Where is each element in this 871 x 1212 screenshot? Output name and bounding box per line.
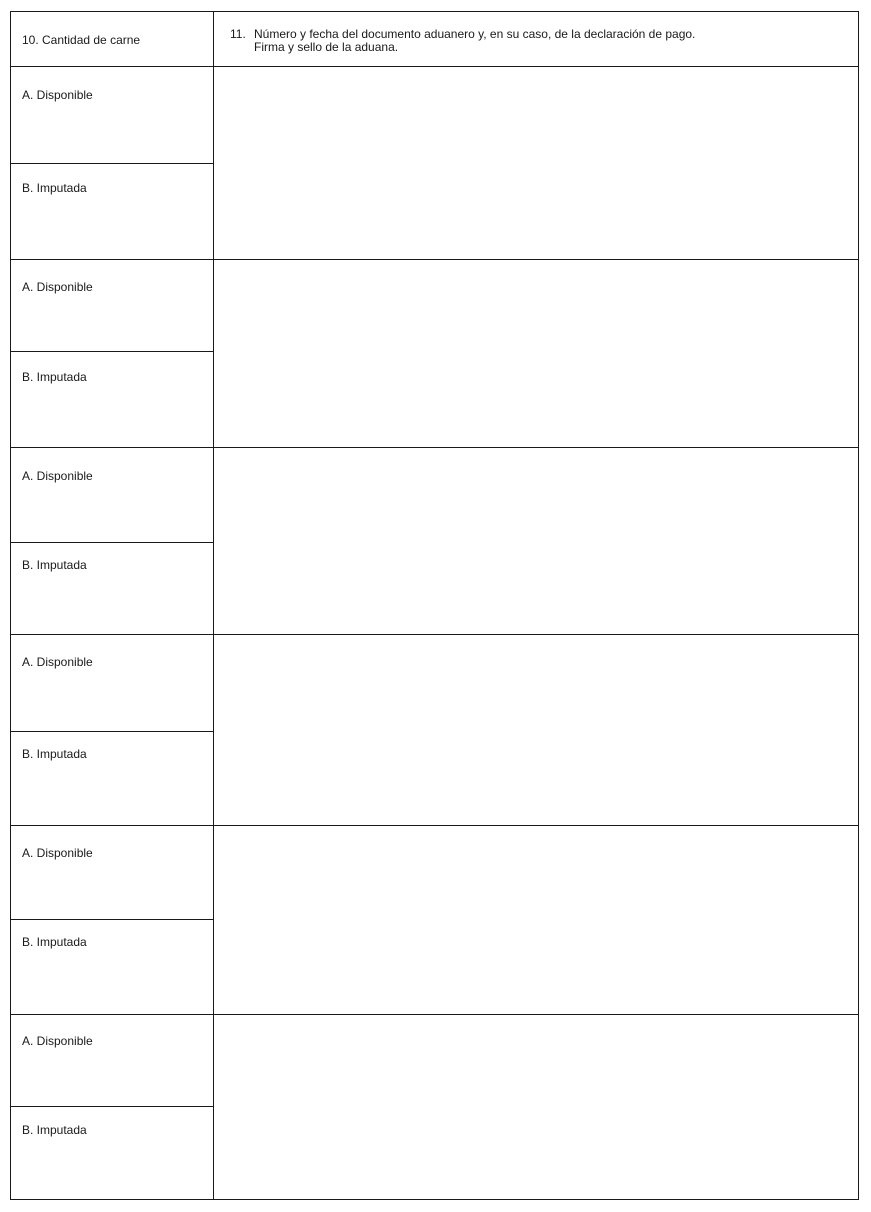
row-divider <box>11 1106 213 1107</box>
available-label: A. Disponible <box>22 88 93 102</box>
imputed-label: B. Imputada <box>22 181 87 195</box>
row-divider <box>11 163 213 164</box>
available-label: A. Disponible <box>22 469 93 483</box>
signature-stamp-line: Firma y sello de la aduana. <box>254 40 399 54</box>
customs-document-header <box>230 28 695 54</box>
entry-block-3 <box>11 447 858 634</box>
imputed-label: B. Imputada <box>22 747 87 761</box>
row-divider <box>11 731 213 732</box>
entry-block-1 <box>11 67 858 259</box>
field-number: 11. <box>230 27 246 41</box>
entry-block-4 <box>11 634 858 825</box>
customs-form-table <box>10 11 859 1200</box>
imputed-label: B. Imputada <box>22 935 87 949</box>
available-label: A. Disponible <box>22 846 93 860</box>
meat-quantity-header: 10. Cantidad de carne <box>22 33 141 47</box>
form-header <box>11 12 858 67</box>
available-label: A. Disponible <box>22 1034 93 1048</box>
row-divider <box>11 542 213 543</box>
available-label: A. Disponible <box>22 280 93 294</box>
imputed-label: B. Imputada <box>22 1123 87 1137</box>
entry-block-6 <box>11 1014 858 1200</box>
available-label: A. Disponible <box>22 655 93 669</box>
row-divider <box>11 919 213 920</box>
imputed-label: B. Imputada <box>22 370 87 384</box>
customs-document-description: Número y fecha del documento aduanero y, en su caso, de la declaración de pago. <box>254 27 696 41</box>
imputed-label: B. Imputada <box>22 558 87 572</box>
entry-block-2 <box>11 259 858 447</box>
entry-block-5 <box>11 825 858 1014</box>
row-divider <box>11 351 213 352</box>
